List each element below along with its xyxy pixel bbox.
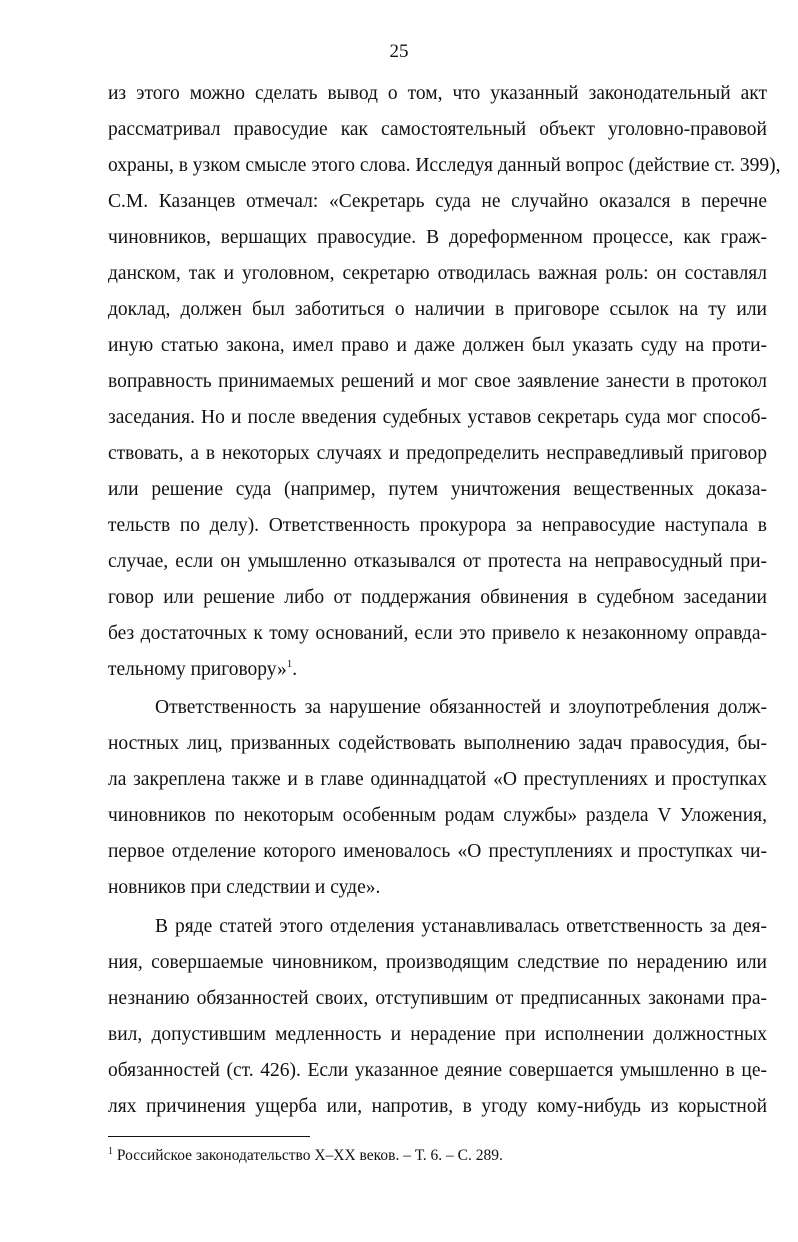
text-line: воправность принимаемых решений и мог свое заявление занести в протокол — [108, 371, 767, 392]
text-line: Ответственность за нарушение обязанностей и злоупотребления долж- — [155, 697, 767, 718]
text-line: лях причинения ущерба или, напротив, в угоду кому-нибудь из корыстной — [108, 1096, 767, 1117]
text-line: ния, совершаемые чиновником, производящим следствие по нерадению или — [108, 952, 767, 973]
text-line: обязанностей (ст. 426). Если указанное деяние совершается умышленно в це- — [108, 1060, 767, 1081]
text-line: данском, так и уголовном, секретарю отводилась важная роль: он составлял — [108, 263, 767, 284]
footnote-text: Российское законодательство X–XX веков. – Т. 6. – С. 289. — [116, 1147, 503, 1164]
text-line: первое отделение которого именовалось «О преступлениях и проступках чи- — [108, 841, 767, 862]
text-line: чиновников, вершащих правосудие. В дореформенном процессе, как граж- — [108, 227, 767, 248]
text-line: новников при следствии и суде». — [108, 877, 381, 898]
text-line: без достаточных к тому оснований, если это привело к незаконному оправда- — [108, 623, 767, 644]
text-line-with-footnote-ref — [108, 652, 767, 688]
text-line: из этого можно сделать вывод о том, что указанный законодательный акт — [108, 83, 767, 104]
footnote — [108, 1145, 767, 1167]
page-number: 25 — [389, 41, 409, 62]
text-line: ла закреплена также и в главе одиннадцатой «О преступлениях и проступках — [108, 769, 767, 790]
footnote-marker: 1 — [108, 1146, 113, 1157]
text-line: или решение суда (например, путем уничтожения вещественных доказа- — [108, 479, 767, 500]
text-line: случае, если он умышленно отказывался от протеста на неправосудный при- — [108, 551, 767, 572]
text-line: говор или решение либо от поддержания обвинения в судебном заседании — [108, 587, 767, 608]
text-line: заседания. Но и после введения судебных уставов секретарь суда мог способ- — [108, 407, 767, 428]
text-line: тельному приговору» — [108, 659, 287, 680]
text-line: В ряде статей этого отделения устанавливалась ответственность за дея- — [155, 916, 767, 937]
text-line: ствовать, а в некоторых случаях и предопределить несправедливый приговор — [108, 443, 767, 464]
text-line: чиновников по некоторым особенным родам службы» раздела V Уложения, — [108, 805, 767, 826]
text-line: С.М. Казанцев отмечал: «Секретарь суда не случайно оказался в перечне — [108, 191, 767, 212]
text-line: иную статью закона, имел право и даже должен был указать суду на проти- — [108, 335, 767, 356]
footnote-reference: 1 — [286, 658, 293, 670]
text-line: незнанию обязанностей своих, отступившим от предписанных законами пра- — [108, 988, 767, 1009]
text-line: тельств по делу). Ответственность прокурора за неправосудие наступала в — [108, 515, 767, 536]
footnote-separator — [108, 1136, 310, 1137]
sentence-end: . — [292, 659, 298, 680]
text-line: доклад, должен был заботиться о наличии в приговоре ссылок на ту или — [108, 299, 767, 320]
text-line: вил, допустившим медленность и нерадение при исполнении должностных — [108, 1024, 767, 1045]
text-line: рассматривал правосудие как самостоятельный объект уголовно-правовой — [108, 119, 767, 140]
text-line: ностных лиц, призванных содействовать выполнению задач правосудия, бы- — [108, 733, 767, 754]
text-line: охраны, в узком смысле этого слова. Исследуя данный вопрос (действие ст. 399), — [108, 155, 781, 176]
